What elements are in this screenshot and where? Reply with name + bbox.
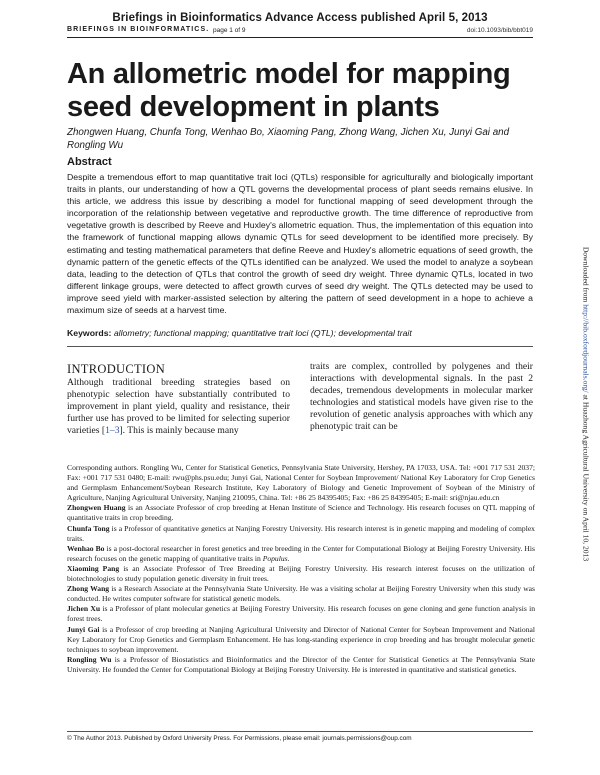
keywords-list: allometry; functional mapping; quantitative trait loci (QTL); developmental trait — [113, 328, 412, 338]
keywords — [67, 327, 533, 339]
intro-col1-tail: ]. This is mainly because many — [119, 425, 239, 437]
keywords-label: Keywords: — [67, 328, 112, 338]
header-divider — [67, 37, 533, 38]
abstract-heading: Abstract — [67, 156, 112, 168]
download-watermark — [582, 247, 591, 561]
corresponding-authors: Corresponding authors. Rongling Wu, Center for Statistical Genetics, Pennsylvania State University, Hershey, PA 17033, USA. Tel: +001 717 531 2037; Fax: +001 717 531 0480; E-mail: rwu@phs.psu.edu; Junyi Gai, National Center for Soybean Improvement/ National Key Laboratory for Crop Genetics and Germplasm Enhancement/Soybean Research Institute, Key Laboratory of Biology and Genetic Improvement of Soybean of the Ministry of Agriculture, Nanjing Agricultural University, Nanjing 210095, China. Tel: +86 25 84395405; Fax: +86 25 84395405; E-mail: sri@njau.edu.cn — [67, 463, 535, 503]
author-bio: Zhongwen Huang is an Associate Professor of crop breeding at Henan Institute of Science and Technology. His research focuses on QTL mapping of quantitative traits in crop breeding. — [67, 503, 535, 523]
article-title: An allometric model for mapping seed development in plants — [67, 58, 511, 123]
intro-col1-text: Although traditional breeding strategies based on phenotypic selection have substantially contributed to improvement in plant yield, quality and resistance, their further use has proved to be limited for selecting superior varieties [ — [67, 377, 290, 437]
author-bio: Zhong Wang is a Research Associate at the Pennsylvania State University. He was a visiting scholar at Beijing Forestry University when this study was conducted. He writes computer software for statistical genetic models. — [67, 584, 536, 604]
copyright-notice: © The Author 2013. Published by Oxford University Press. For Permissions, please email: journals.permissions@oup.com — [67, 735, 412, 742]
journal-link[interactable]: http://bib.oxfordjournals.org/ — [581, 304, 591, 393]
introduction-heading: INTRODUCTION — [67, 362, 166, 376]
author-bio: Wenhao Bo is a post-doctoral researcher in forest genetics and tree breeding in the Center for Computational Biology at Beijing Forestry University. His research focuses on the genetic mapping of quantitative traits in Populus. — [67, 543, 535, 563]
author-bio: Junyi Gai is a Professor of crop breeding at Nanjing Agricultural University and Director of National Center for Soybean Improvement and National Key Laboratory for Crop Genetics and Germplasm Enhancement. He has long-standing experience in crop breeding and has brought molecular genetic techniques to soybean improvement. — [67, 624, 535, 654]
author-bio: Rongling Wu is a Professor of Biostatistics and Bioinformatics and the Director of the Center for Statistical Genetics at The Pennsylvania State University. He founded the Center for Computational Biology at Beijing Forestry University. He is interested in quantitative and statistical genetics. — [67, 654, 536, 674]
page-info: page 1 of 9 — [213, 26, 246, 34]
author-bio: Xiaoming Pang is an Associate Professor of Tree Breeding at Beijing Forestry University. His research interest focuses on the utilization of biotechnologies to study population genetic diversity in fruit trees. — [67, 563, 536, 584]
download-prefix: Downloaded from — [581, 246, 591, 303]
citation-link[interactable]: 1–3 — [105, 425, 120, 437]
advance-access-banner: Briefings in Bioinformatics Advance Access published April 5, 2013 — [112, 12, 488, 24]
journal-name: BRIEFINGS IN BIOINFORMATICS. — [67, 26, 210, 33]
doi: doi:10.1093/bib/bbt019 — [466, 26, 533, 34]
abstract-text: Despite a tremendous effort to map quantitative trait loci (QTLs) responsible for agriculturally and biologically important traits in plants, our understanding of how a QTL governs the developmental process of plant seeds remains elusive. In this article, we address this issue by describing a model for functional mapping of seed development through the incorporation of the relationship between vegetative and reproductive growth. The time difference of reproductive from vegetative growth is described by Reeve and Huxley's allometric equation. Thus, the implementation of this equation into the framework of functional mapping allows dynamic QTLs for seed development to be identified more precisely. By estimating and testing mathematical parameters that define Reeve and Huxley's allometric equations of seed growth, the dynamic pattern of the genetic effects of the QTLs identified can be analyzed. We used the model to analyze a soybean data, leading to the detection of QTLs that control the growth of seed dry weight. Three dynamic QTLs, located in two different linkage groups, were detected to affect growth curves of seed dry weight. The QTLs detected may be used to improve seed yield with marker-assisted selection by altering the pattern of seed development in a hope to achieve a maximum size of seeds at a harvest time. — [67, 172, 533, 316]
introduction-column-1 — [67, 377, 290, 437]
author-list: Zhongwen Huang, Chunfa Tong, Wenhao Bo, Xiaoming Pang, Zhong Wang, Jichen Xu, Junyi Gai and Rongling Wu — [67, 127, 510, 151]
author-bio: Chunfa Tong is a Professor of quantitative genetics at Nanjing Forestry University. His research interest is in genetic mapping and modeling of complex traits. — [67, 523, 535, 543]
author-notes — [67, 463, 535, 675]
abstract-divider — [67, 346, 533, 347]
footer-divider — [67, 731, 533, 732]
download-suffix: at Huazhong Agricultural University on April 10, 2013 — [581, 394, 591, 562]
author-bio: Jichen Xu is a Professor of plant molecular genetics at Beijing Forestry University. His research focuses on gene cloning and gene function analysis in forest trees. — [67, 604, 535, 624]
introduction-column-2: traits are complex, controlled by polygenes and their interactions with developmental signals. In the past 2 decades, tremendous developments in molecular marker technologies and statistical models have given rise to the revolution of genetic analysis approaches with which any phenotypic trait can be — [310, 361, 533, 433]
